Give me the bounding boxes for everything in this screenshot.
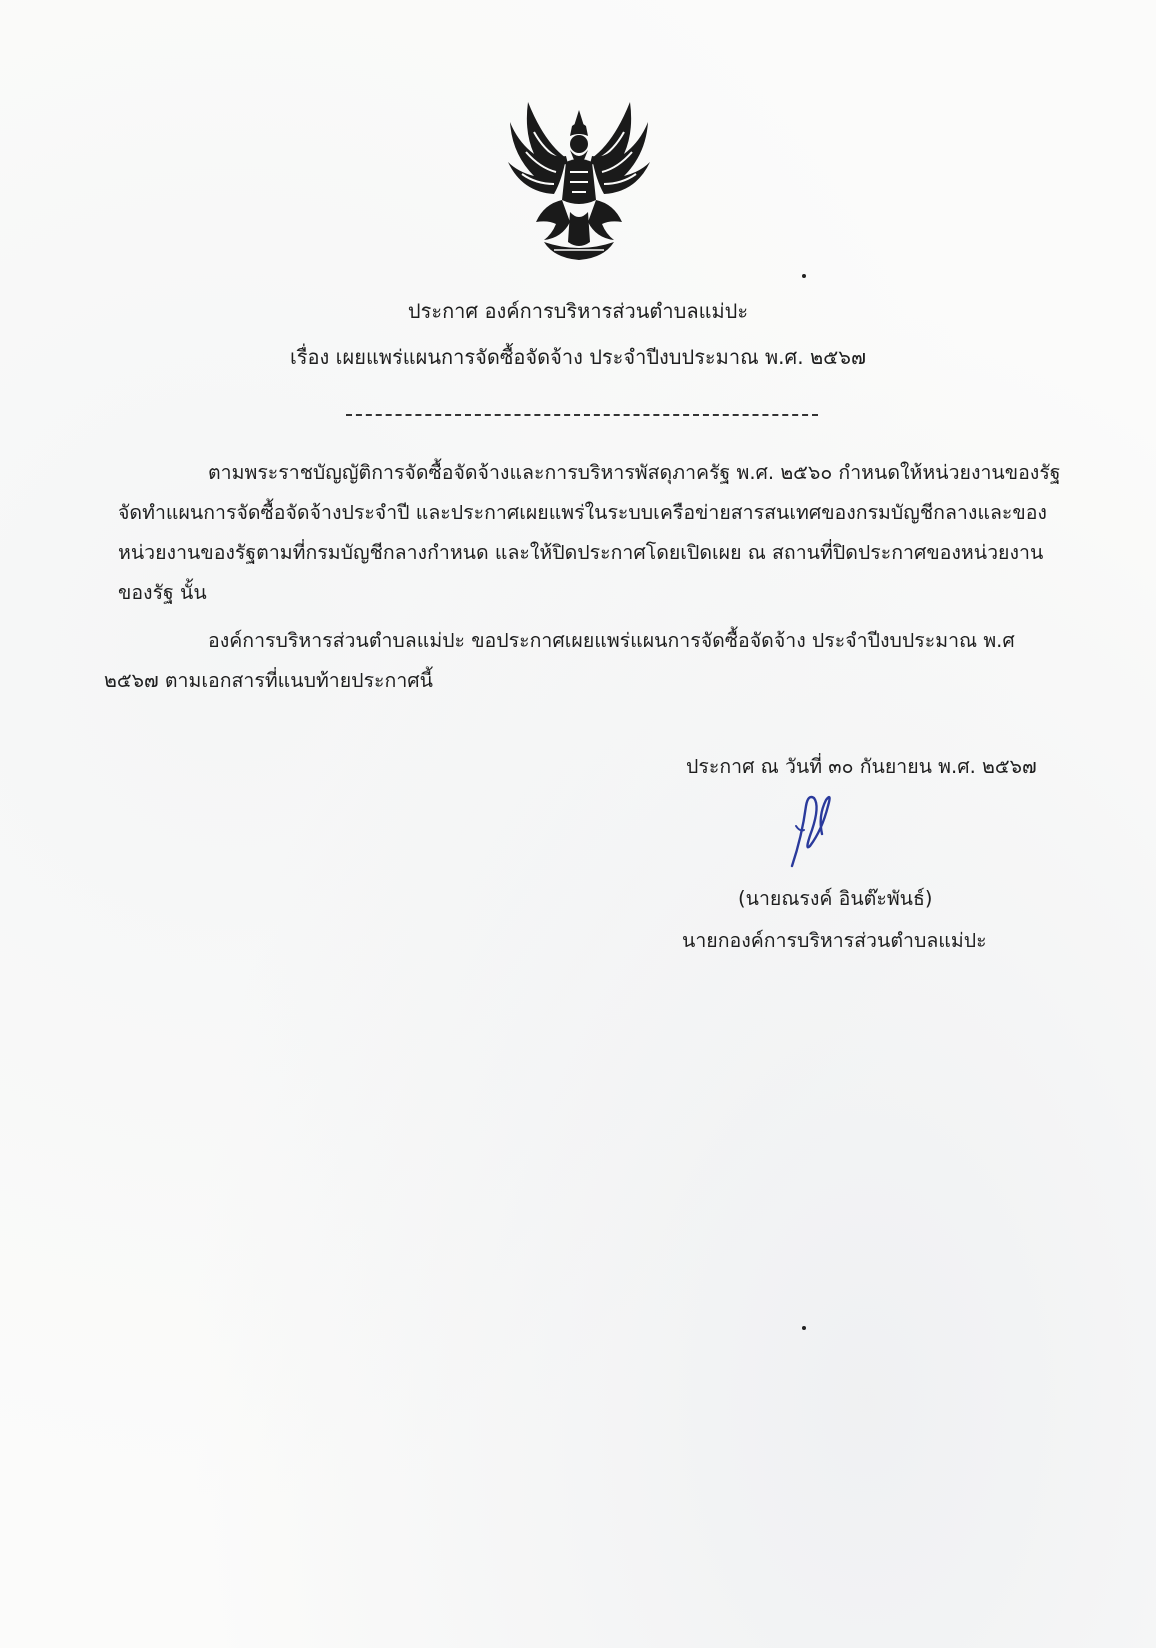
paragraph-line: ของรัฐ นั้น xyxy=(118,581,207,604)
announcement-date: ประกาศ ณ วันที่ ๓๐ กันยายน พ.ศ. ๒๕๖๗ xyxy=(686,755,1037,778)
stray-dot xyxy=(802,274,806,278)
paragraph-line: หน่วยงานของรัฐตามที่กรมบัญชีกลางกำหนด และให้ปิดประกาศโดยเปิดเผย ณ สถานที่ปิดประกาศของหน่วยงาน xyxy=(118,541,1044,564)
paragraph-line: จัดทำแผนการจัดซื้อจัดจ้างประจำปี และประกาศเผยแพร่ในระบบเครือข่ายสารสนเทศของกรมบัญชีกลางและของ xyxy=(118,501,1047,524)
stray-dot xyxy=(802,1326,806,1330)
garuda-emblem-icon xyxy=(504,92,654,264)
announcement-subject: เรื่อง เผยแพร่แผนการจัดซื้อจัดจ้าง ประจำปีงบประมาณ พ.ศ. ๒๕๖๗ xyxy=(289,345,867,369)
announcement-title: ประกาศ องค์การบริหารส่วนตำบลแม่ปะ xyxy=(407,299,749,323)
handwritten-signature-icon xyxy=(782,786,842,876)
signer-position: นายกองค์การบริหารส่วนตำบลแม่ปะ xyxy=(682,929,987,952)
divider-line xyxy=(346,414,818,416)
paragraph-line: องค์การบริหารส่วนตำบลแม่ปะ ขอประกาศเผยแพร่แผนการจัดซื้อจัดจ้าง ประจำปีงบประมาณ พ.ศ xyxy=(208,629,1015,652)
paragraph-line: ตามพระราชบัญญัติการจัดซื้อจัดจ้างและการบริหารพัสดุภาครัฐ พ.ศ. ๒๕๖๐ กำหนดให้หน่วยงานของรัฐ xyxy=(208,461,1061,484)
signer-name: (นายณรงค์ อินต๊ะพันธ์) xyxy=(738,887,933,910)
paragraph-line: ๒๕๖๗ ตามเอกสารที่แนบท้ายประกาศนี้ xyxy=(104,669,433,692)
